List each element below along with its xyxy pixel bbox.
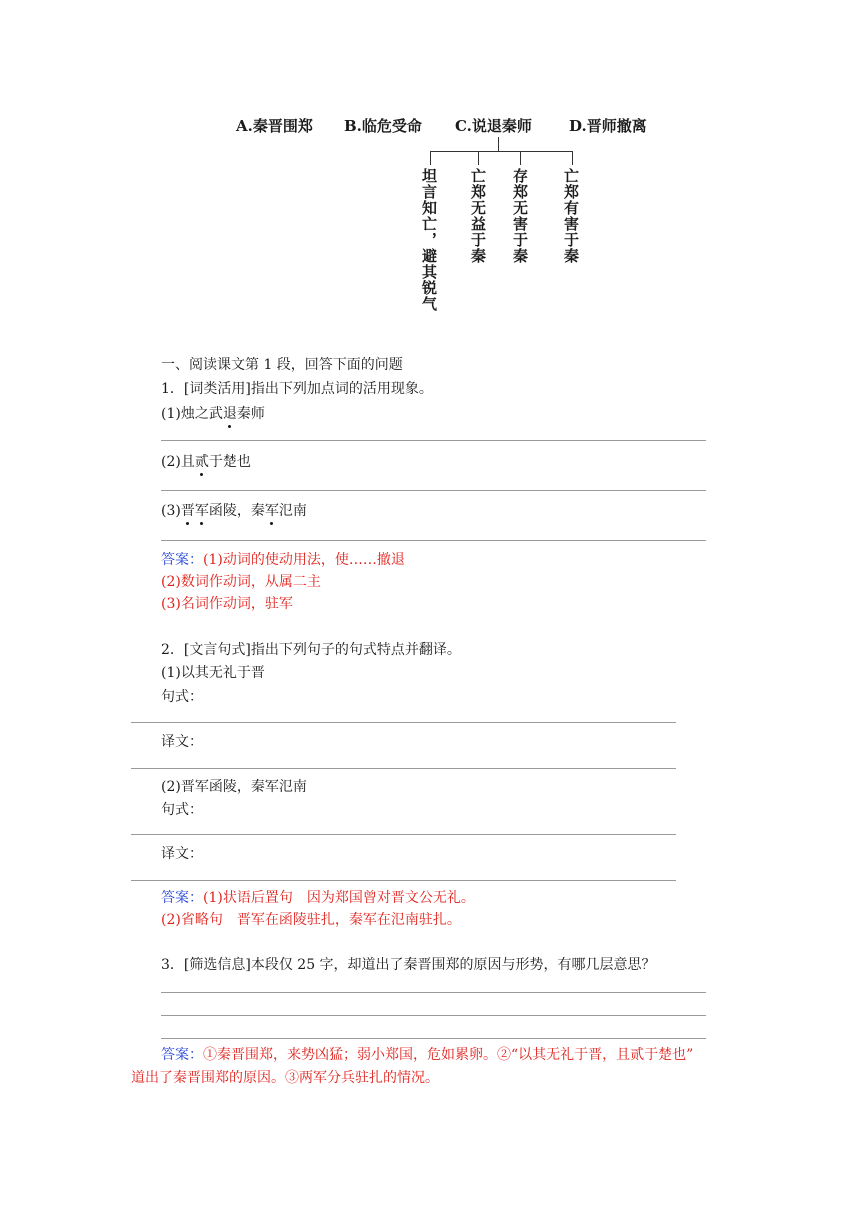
- answer-blank-line: [131, 834, 676, 835]
- answer-label: 答案：: [161, 552, 203, 568]
- q3-answer-line-2: 道出了秦晋围郑的原因。③两军分兵驻扎的情况。: [131, 1070, 439, 1086]
- q2-title: 2．[文言句式]指出下列句子的句式特点并翻译。: [161, 642, 461, 658]
- q1-item-3-mid: 函陵，秦: [208, 503, 265, 519]
- answer-blank-line: [161, 992, 706, 993]
- diagram-drop-line-2: [478, 151, 479, 165]
- pattern-label: 句式：: [161, 802, 203, 818]
- answer-blank-line: [161, 1038, 706, 1039]
- q2-answer-line-1: [161, 889, 475, 907]
- dotted-word: 晋: [180, 503, 195, 519]
- translation-label: 译文：: [161, 846, 203, 862]
- q1-answer-line-2: (2)数词作动词，从属二主: [161, 574, 321, 590]
- q1-item-3-pre: (3): [161, 503, 181, 519]
- q1-answer-line-1: [161, 551, 405, 569]
- diagram-drop-line-1: [430, 151, 431, 165]
- q1-item-1: [161, 405, 265, 423]
- answer-blank-line: [131, 722, 676, 723]
- diagram-drop-line-4: [572, 151, 573, 165]
- answer-blank-line: [161, 490, 706, 491]
- section-title: 一、阅读课文第 1 段，回答下面的问题: [161, 357, 403, 373]
- answer-blank-line: [131, 880, 676, 881]
- answer-blank-line: [161, 1015, 706, 1016]
- q1-item-2: [161, 453, 251, 471]
- answer-blank-line: [131, 768, 676, 769]
- diagram-drop-line-3: [520, 151, 521, 165]
- dotted-word: 军: [194, 503, 209, 519]
- diagram-branch-3: 存郑无害于秦: [511, 168, 529, 264]
- pattern-label: 句式：: [161, 689, 203, 705]
- dotted-word: 贰: [194, 454, 209, 470]
- translation-label: 译文：: [161, 734, 203, 750]
- q1-item-3: [161, 502, 307, 520]
- q1-answer-line-3: (3)名词作动词，驻军: [161, 596, 293, 612]
- q2-item-2: (2)晋军函陵，秦军氾南: [161, 779, 307, 795]
- q2-answer-line-2: (2)省略句 晋军在函陵驻扎，秦军在氾南驻扎。: [161, 912, 461, 928]
- diagram-header-b: B.临危受命: [344, 117, 422, 135]
- answer-label: 答案：: [161, 1047, 203, 1063]
- answer-text: ①秦晋围郑，来势凶猛；弱小郑国，危如累卵。②“以其无礼于晋，且贰于楚也”: [203, 1047, 694, 1063]
- diagram-header-d: D.晋师撤离: [569, 117, 647, 135]
- q3-title: 3．[筛选信息]本段仅 25 字，却道出了秦晋围郑的原因与形势，有哪几层意思？: [161, 957, 656, 973]
- answer-text: (1)状语后置句 因为郑国曾对晋文公无礼。: [203, 890, 475, 906]
- dotted-word: 退: [222, 406, 237, 422]
- diagram-branch-1: 坦言知亡，避其锐气: [420, 168, 438, 312]
- q1-item-2-pre: (2)且: [161, 454, 195, 470]
- answer-blank-line: [161, 540, 706, 541]
- q2-item-1: (1)以其无礼于晋: [161, 665, 265, 681]
- answer-label: 答案：: [161, 890, 203, 906]
- q3-answer-line-1: [161, 1046, 693, 1064]
- q1-item-3-post: 氾南: [278, 503, 307, 519]
- diagram-stem-line: [498, 137, 499, 151]
- diagram-header-c: C.说退秦师: [455, 117, 532, 135]
- diagram-branch-4: 亡郑有害于秦: [562, 168, 580, 264]
- diagram-branch-bar: [430, 151, 572, 152]
- answer-blank-line: [161, 440, 706, 441]
- q1-item-1-post: 秦师: [236, 406, 265, 422]
- q1-title: 1．[词类活用]指出下列加点词的活用现象。: [161, 381, 433, 397]
- answer-text: (1)动词的使动用法，使……撤退: [203, 552, 405, 568]
- diagram-header-a: A.秦晋围郑: [236, 117, 313, 135]
- dotted-word: 军: [264, 503, 279, 519]
- diagram-branch-2: 亡郑无益于秦: [469, 168, 487, 264]
- q1-item-1-pre: (1)烛之武: [161, 406, 223, 422]
- q1-item-2-post: 于楚也: [208, 454, 251, 470]
